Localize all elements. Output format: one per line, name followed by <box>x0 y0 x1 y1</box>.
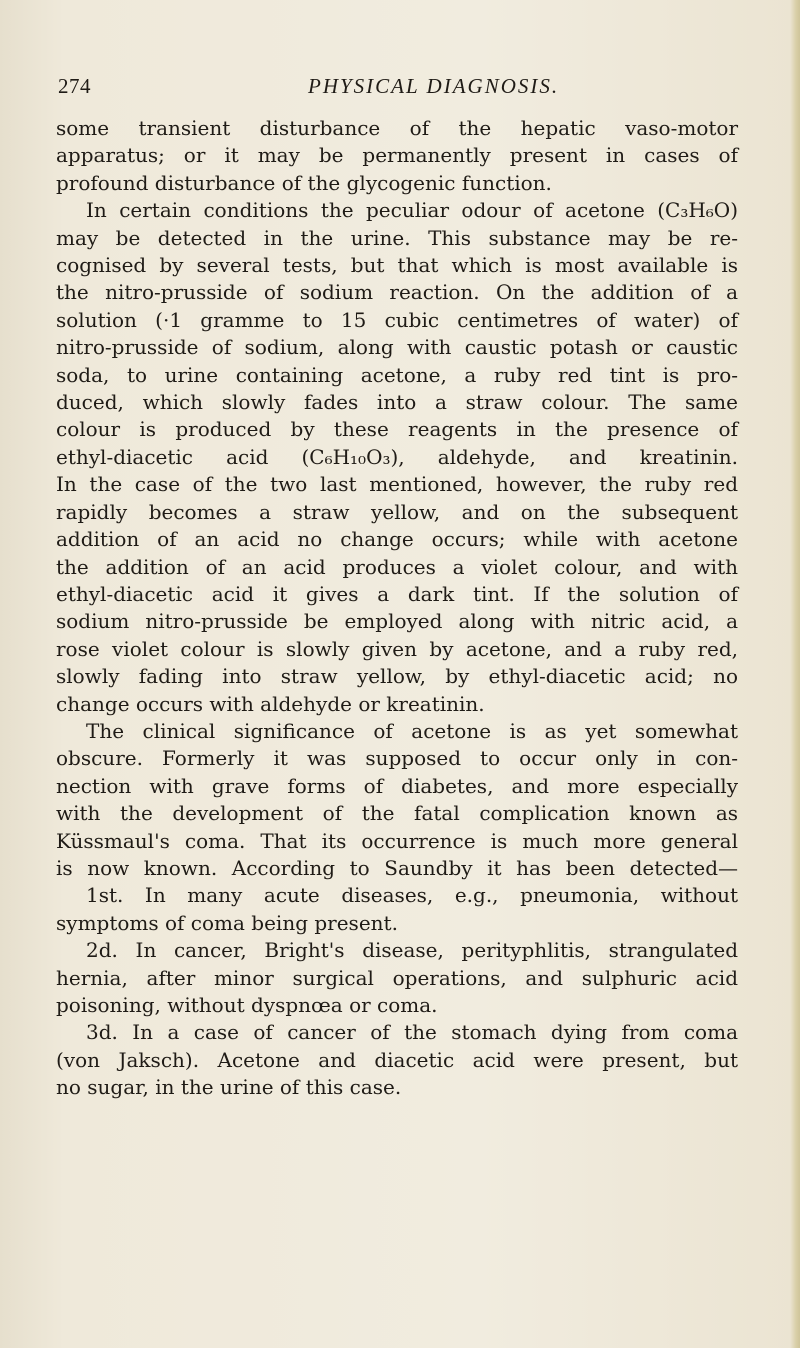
text-line: rose violet colour is slowly given by acetone, and a ruby red, <box>56 636 738 661</box>
text-line: may be detected in the urine. This substance may be re- <box>56 225 738 250</box>
text-line: duced, which slowly fades into a straw colour. The same <box>56 390 738 415</box>
text-line: change occurs with aldehyde or kreatinin. <box>56 691 485 716</box>
page-number: 274 <box>58 74 91 98</box>
text-line: apparatus; or it may be permanently present in cases of <box>56 143 738 168</box>
page-edge-shadow <box>790 0 800 1348</box>
text-line: ethyl-diacetic acid (C₆H₁₀O₃), aldehyde, and kreatinin. <box>56 444 738 469</box>
text-line: poisoning, without dyspnœa or coma. <box>56 993 438 1017</box>
text-line: profound disturbance of the glycogenic function. <box>56 170 552 195</box>
text-line: the nitro-prusside of sodium reaction. On the addition of a <box>56 280 738 305</box>
text-line: 1st. In many acute diseases, e.g., pneumonia, without <box>86 883 738 908</box>
text-line: obscure. Formerly it was supposed to occur only in con- <box>56 746 738 771</box>
text-line: ethyl-diacetic acid it gives a dark tint. If the solution of <box>56 581 738 606</box>
text-line: addition of an acid no change occurs; while with acetone <box>56 527 738 552</box>
text-line: 2d. In cancer, Bright's disease, perityphlitis, strangulated <box>86 938 738 963</box>
text-line: In certain conditions the peculiar odour of acetone (C₃H₆O) <box>86 198 738 223</box>
text-line: Küssmaul's coma. That its occurrence is much more general <box>56 828 738 853</box>
text-line: colour is produced by these reagents in the presence of <box>56 417 738 442</box>
text-line: is now known. According to Saundby it has been detected— <box>56 855 738 880</box>
text-line: cognised by several tests, but that which is most available is <box>56 253 738 278</box>
text-line: sodium nitro-prusside be employed along with nitric acid, a <box>56 609 738 634</box>
text-line: 3d. In a case of cancer of the stomach dying from coma <box>86 1020 738 1045</box>
text-line: nitro-prusside of sodium, along with caustic potash or caustic <box>56 335 738 360</box>
text-line: slowly fading into straw yellow, by ethyl-diacetic acid; no <box>56 664 738 689</box>
text-line: symptoms of coma being present. <box>56 910 398 935</box>
text-line: (von Jaksch). Acetone and diacetic acid were present, but <box>56 1047 738 1072</box>
page-header <box>58 74 738 104</box>
text-line: rapidly becomes a straw yellow, and on the subsequent <box>56 499 738 524</box>
running-title: PHYSICAL DIAGNOSIS. <box>308 74 560 98</box>
text-line: nection with grave forms of diabetes, and more especially <box>56 773 738 798</box>
text-line: no sugar, in the urine of this case. <box>56 1075 402 1100</box>
text-line: with the development of the fatal complication known as <box>56 801 738 826</box>
text-line: the addition of an acid produces a violet colour, and with <box>56 554 738 579</box>
body-text <box>56 115 738 1102</box>
text-line: The clinical significance of acetone is as yet somewhat <box>86 718 738 743</box>
text-line: soda, to urine containing acetone, a ruby red tint is pro- <box>56 362 738 387</box>
text-line: some transient disturbance of the hepatic vaso-motor <box>56 116 738 140</box>
text-line: solution (·1 gramme to 15 cubic centimetres of water) of <box>56 307 738 332</box>
text-line: hernia, after minor surgical operations, and sulphuric acid <box>56 965 738 990</box>
text-line: In the case of the two last mentioned, however, the ruby red <box>56 472 738 497</box>
